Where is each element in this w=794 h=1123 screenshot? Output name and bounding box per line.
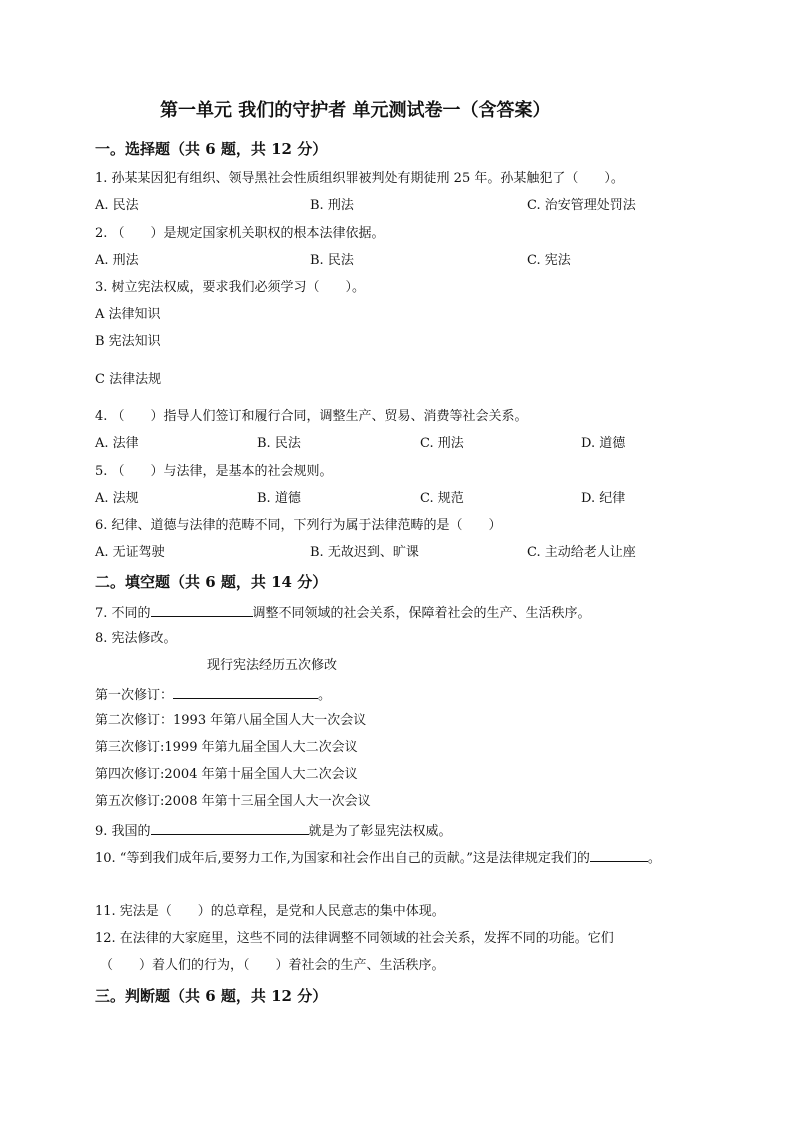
q3-option-a: A 法律知识	[95, 307, 161, 322]
q4-option-b: B. 民法	[257, 436, 301, 451]
q2-option-b: B. 民法	[310, 253, 354, 268]
q4-option-a: A. 法律	[95, 436, 139, 451]
q1-option-c: C. 治安管理处罚法	[527, 198, 636, 213]
q6-option-b: B. 无故迟到、旷课	[310, 545, 419, 560]
q5-option-b: B. 道德	[257, 491, 301, 506]
q5-option-c: C. 规范	[420, 491, 464, 506]
q4-option-d: D. 道德	[581, 436, 626, 451]
q2-option-a: A. 刑法	[95, 253, 139, 268]
question-1: 1. 孙某某因犯有组织、领导黑社会性质组织罪被判处有期徒刑 25 年。孙某触犯了（ ）。	[95, 171, 624, 186]
question-12-line-1: 12. 在法律的大家庭里，这些不同的法律调整不同领域的社会关系，发挥不同的功能。它们	[95, 931, 614, 946]
question-4: 4. （ ）指导人们签订和履行合同，调整生产、贸易、消费等社会关系。	[95, 409, 528, 424]
q3-option-b: B 宪法知识	[95, 334, 161, 349]
q10-suffix: 。	[647, 851, 661, 866]
q8-row-3: 第三次修订:1999 年第九届全国人大二次会议	[95, 740, 358, 755]
q1-option-a: A. 民法	[95, 198, 139, 213]
q5-option-a: A. 法规	[95, 491, 139, 506]
q1-option-b: B. 刑法	[310, 198, 354, 213]
q8-row-4: 第四次修订:2004 年第十届全国人大二次会议	[95, 767, 358, 782]
q7-suffix: 调整不同领域的社会关系，保障着社会的生产、生活秩序。	[252, 606, 591, 621]
q8-row-1-blank	[173, 686, 318, 699]
q9-suffix: 就是为了彰显宪法权威。	[308, 824, 452, 839]
page-title: 第一单元 我们的守护者 单元测试卷一（含答案）	[160, 100, 551, 121]
question-12-line-2: （ ）着人们的行为，（ ）着社会的生产、生活秩序。	[100, 958, 445, 973]
q8-row-1-label: 第一次修订：	[95, 688, 174, 703]
question-8: 8. 宪法修改。	[95, 631, 177, 646]
q6-option-a: A. 无证驾驶	[95, 545, 165, 560]
q8-table-title: 现行宪法经历五次修改	[207, 658, 338, 673]
question-6: 6. 纪律、道德与法律的范畴不同，下列行为属于法律范畴的是（ ）	[95, 518, 502, 533]
question-3: 3. 树立宪法权威，要求我们必须学习（ ）。	[95, 280, 366, 295]
q10-prefix: 10. “等到我们成年后,要努力工作,为国家和社会作出自己的贡献。”这是法律规定我们的	[95, 851, 590, 866]
q6-option-c: C. 主动给老人让座	[527, 545, 636, 560]
q8-row-1-end: 。	[318, 688, 332, 703]
section-heading-judge: 三。判断题（共 6 题，共 12 分）	[95, 987, 328, 1005]
question-10	[95, 849, 661, 867]
section-heading-choice: 一。选择题（共 6 题，共 12 分）	[95, 140, 328, 158]
question-9	[95, 822, 452, 840]
q8-row-5: 第五次修订:2008 年第十三届全国人大一次会议	[95, 794, 371, 809]
q2-option-c: C. 宪法	[527, 253, 571, 268]
q9-prefix: 9. 我国的	[95, 824, 151, 839]
question-11: 11. 宪法是（ ）的总章程，是党和人民意志的集中体现。	[95, 904, 445, 919]
question-2: 2. （ ）是规定国家机关职权的根本法律依据。	[95, 226, 385, 241]
q7-blank	[151, 604, 253, 617]
q8-row-1	[95, 686, 331, 704]
question-5: 5. （ ）与法律，是基本的社会规则。	[95, 464, 333, 479]
q10-blank	[590, 849, 648, 862]
q8-row-2: 第二次修订：1993 年第八届全国人大一次会议	[95, 713, 367, 728]
section-heading-fill: 二。填空题（共 6 题，共 14 分）	[95, 573, 328, 591]
question-7	[95, 604, 591, 622]
q7-prefix: 7. 不同的	[95, 606, 151, 621]
q3-option-c: C 法律法规	[95, 372, 162, 387]
q5-option-d: D. 纪律	[581, 491, 626, 506]
q9-blank	[151, 822, 309, 835]
q4-option-c: C. 刑法	[420, 436, 464, 451]
